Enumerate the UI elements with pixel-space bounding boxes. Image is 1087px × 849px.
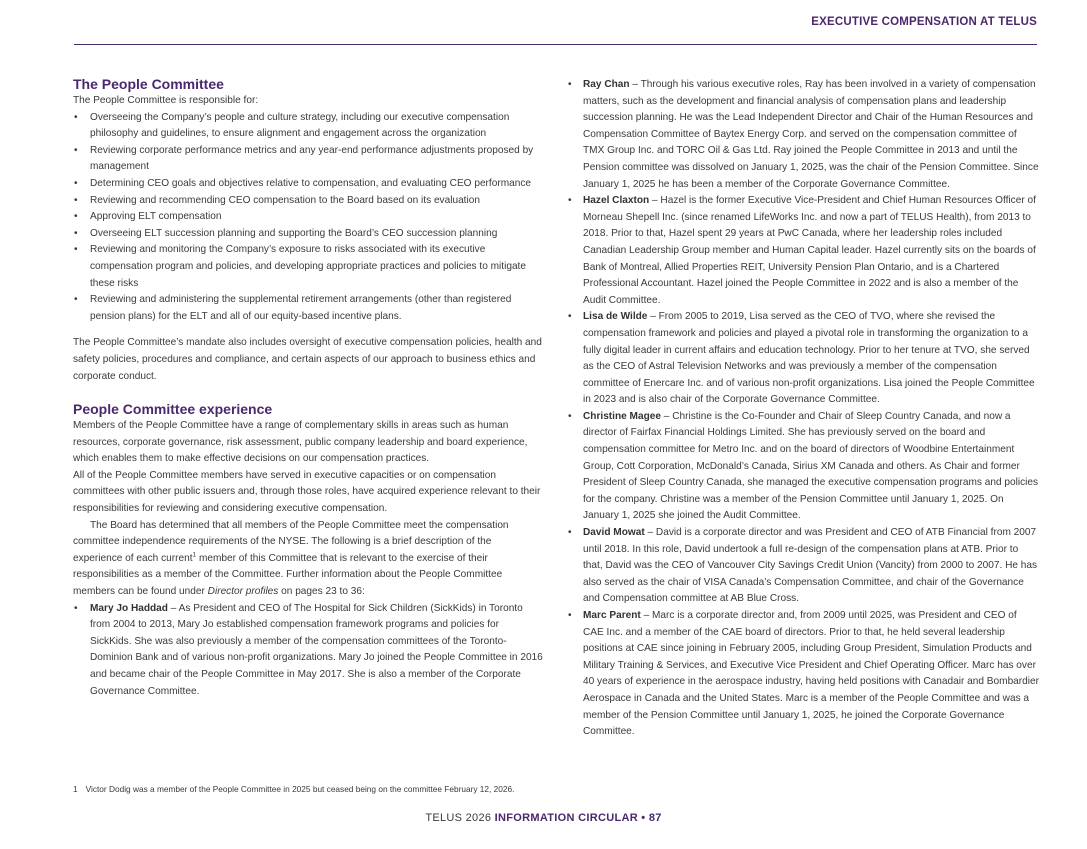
footer-page-number: • 87 [637,812,662,824]
footnote-text: Victor Dodig was a member of the People Committee in 2025 but ceased being on the committee February 12, 2026. [85,784,515,794]
member-description: – Marc is a corporate director and, from 2009 until 2025, was President and CEO of CAE Inc. and a member of the CAE board of directors. Prior to that, he held several leadership positions at CAE since joining in February 2005, including Group President, Simulation Products and Military Training & Services, and Executive Vice President and Chief Operating Officer. Marc has over 40 years of experience in the aerospace industry, having held positions with Canadair and Bombardier Aerospace in Canada and the United States. Marc is a member of the People Committee and was a member of the Pension Committee until January 1, 2025, he joined the Corporate Governance Committee. [583,610,1039,738]
member-description: – As President and CEO of The Hospital for Sick Children (SickKids) in Toronto from 2004 to 2013, Mary Jo established compensation framework programs and policies for SickKids. She was also previously a member of the compensation committees of the Toronto-Dominion Bank and of various non-profit organizations. Mary Jo joined the People Committee in 2016 and became chair of the People Committee in May 2017. She is also a member of the Corporate Governance Committee. [90,602,543,697]
footer-prefix: TELUS 2026 [425,812,495,824]
page-footer [0,812,1087,824]
bullet-icon: • [568,410,572,422]
member-item [567,525,1039,608]
member-name: Mary Jo Haddad [90,602,168,614]
bullet-icon: • [74,194,78,206]
bullet-icon: • [74,602,78,614]
list-item: • Determining CEO goals and objectives relative to compensation, and evaluating CEO performance [73,176,543,193]
page-header-title: EXECUTIVE COMPENSATION AT TELUS [811,16,1037,28]
section-heading-experience: People Committee experience [73,401,273,418]
member-description: – David is a corporate director and was President and CEO of ATB Financial from 2007 until 2018. In this role, David undertook a full re-design of the compensation plans at ATB. Prior to that, David was the CEO of Vancouver City Savings Credit Union (Vancity) from 2000 to 2007. He has also served as the chair of VISA Canada’s Compensation Committee, and chair of the Governance and Compensation committee at AB Blue Cross. [583,527,1038,605]
member-description: – From 2005 to 2019, Lisa served as the CEO of TVO, where she revised the compensation framework and policies and played a pivotal role in transforming the organization to a fully digital leader in current affairs and education technology. Prior to her tenure at TVO, she served as the CEO of Astral Television Networks and was previously a member of the compensation committee of Enercare Inc. and of various non-profit organizations. Lisa joined the People Committee in 2023 and is also chair of the Corporate Governance Committee. [583,311,1035,406]
footnote [73,784,514,794]
responsibilities-list [73,110,543,326]
header-divider [74,44,1037,45]
experience-paragraph-2: All of the People Committee members have served in executive capacities or on compensation committees with other public issuers and, through those roles, have acquired experience relevant to their responsibilities for reviewing and considering executive compensation. [73,469,541,515]
member-item [73,601,543,701]
member-name: Lisa de Wilde [583,311,648,323]
member-description: – Christine is the Co-Founder and Chair of Sleep Country Canada, and now a director of Fairfax Financial Holdings Limited. She has previously served on the board and compensation committee for Metro Inc. and on the board of directors of Woodbine Entertainment Group, Cott Corporation, McDonald’s Canada, Sirius XM Canada and others. As Chair and former President of Sleep Country Canada, she managed the executive compensation programs and policies for the company. Christine was a member of the Pension Committee until January 1, 2025. On January 1, 2025 she joined the Audit Committee. [583,410,1039,522]
member-item [567,608,1039,741]
bullet-icon: • [74,294,78,306]
list-item: • Reviewing and recommending CEO compensation to the Board based on its evaluation [73,193,543,210]
member-name: Ray Chan [583,79,630,90]
member-description: – Hazel is the former Executive Vice-President and Chief Human Resources Officer of Morneau Shepell Inc. (since renamed LifeWorks Inc. and now a part of TELUS Health), from 2013 to 2018. Prior to that, Hazel spent 29 years at PwC Canada, where her leadership roles included Canadian Leadership Group member and Human Capital leader. Hazel currently sits on the boards of Bank of Montreal, Allied Properties REIT, University Pension Plan Ontario, and is a Chartered Professional Accountant. Hazel joined the People Committee in 2022 and is also a member of the Audit Committee. [583,195,1036,306]
director-profiles-reference: Director profiles [207,586,279,598]
mandate-paragraph: The People Committee’s mandate also includes oversight of executive compensation policies, health and safety policies, procedures and compliance, and certain aspects of our approach to business ethics and corporate conduct. [73,337,542,382]
member-description: – Through his various executive roles, Ray has been involved in a variety of compensation matters, such as the development and financial analysis of compensation plans and leadership succession planning. He was the Lead Independent Director and Chair of the Human Resources and Compensation Committee of Baytex Energy Corp. and served on the compensation committee of TMX Group Inc. and TORC Oil & Gas Ltd. Ray joined the People Committee in 2013 and until the Pension committee was dissolved on January 1, 2025, was the chair of the Pension Committee. Since January 1, 2025 he has been a member of the Corporate Governance Committee. [583,79,1039,190]
member-item [567,193,1039,309]
footnote-reference: 1 [192,551,197,559]
member-item [567,77,1039,193]
bullet-icon: • [568,610,572,621]
bullet-icon: • [74,244,78,256]
section-heading-people-committee: The People Committee [73,76,224,92]
bullet-icon: • [74,144,78,156]
list-item: • Overseeing ELT succession planning and supporting the Board’s CEO succession planning [73,226,543,243]
bullet-icon: • [74,227,78,239]
bullet-icon: • [568,79,572,90]
footer-publication-title: INFORMATION CIRCULAR [494,812,638,824]
bullet-icon: • [568,311,572,323]
bullet-icon: • [568,527,572,539]
member-item [567,309,1039,409]
list-item: • Reviewing and monitoring the Company’s exposure to risks associated with its executive compensation program and policies, and developing appropriate practices and policies to mitigate these risks [74,244,526,289]
member-name: Hazel Claxton [583,195,650,207]
list-item: • Approving ELT compensation [73,209,543,226]
bullet-icon: • [74,111,78,123]
member-name: David Mowat [583,527,645,539]
list-item: • Reviewing and administering the supplemental retirement arrangements (other than registered pension plans) for the ELT and all of our equity-based incentive plans. [74,294,512,322]
bullet-icon: • [568,195,572,207]
left-column [73,76,543,700]
member-name: Marc Parent [583,610,641,621]
member-name: Christine Magee [583,410,661,422]
list-item: • Overseeing the Company’s people and culture strategy, including our executive compensation philosophy and guidelines, to ensure alignment and engagement across the organization [74,111,510,140]
members-list-left [73,601,543,701]
members-list-right [567,77,1039,741]
bullet-icon: • [74,177,78,189]
list-item: • Reviewing corporate performance metrics and any year-end performance adjustments proposed by management [74,144,534,173]
footnote-number: 1 [73,784,78,794]
intro-text: The People Committee is responsible for: [73,95,259,106]
bullet-icon: • [74,211,78,223]
right-column [567,77,1039,741]
experience-paragraph-3: The Board has determined that all members of the People Committee meet the compensation committee independence requirements of the NYSE. The following is a brief description of the experience of each current$^1$ member of this Committee that is relevant to the exercise of their responsibilities as a member of the Committee. Further information about the People Committee members can be found under Director profiles on pages 23 to 36: [73,519,509,598]
experience-paragraph-1: Members of the People Committee have a range of complementary skills in areas such as human resources, corporate governance, risk assessment, public company leadership and board experience, which enables them to make effective decisions on our compensation practices. [73,420,528,465]
member-item [567,409,1039,525]
